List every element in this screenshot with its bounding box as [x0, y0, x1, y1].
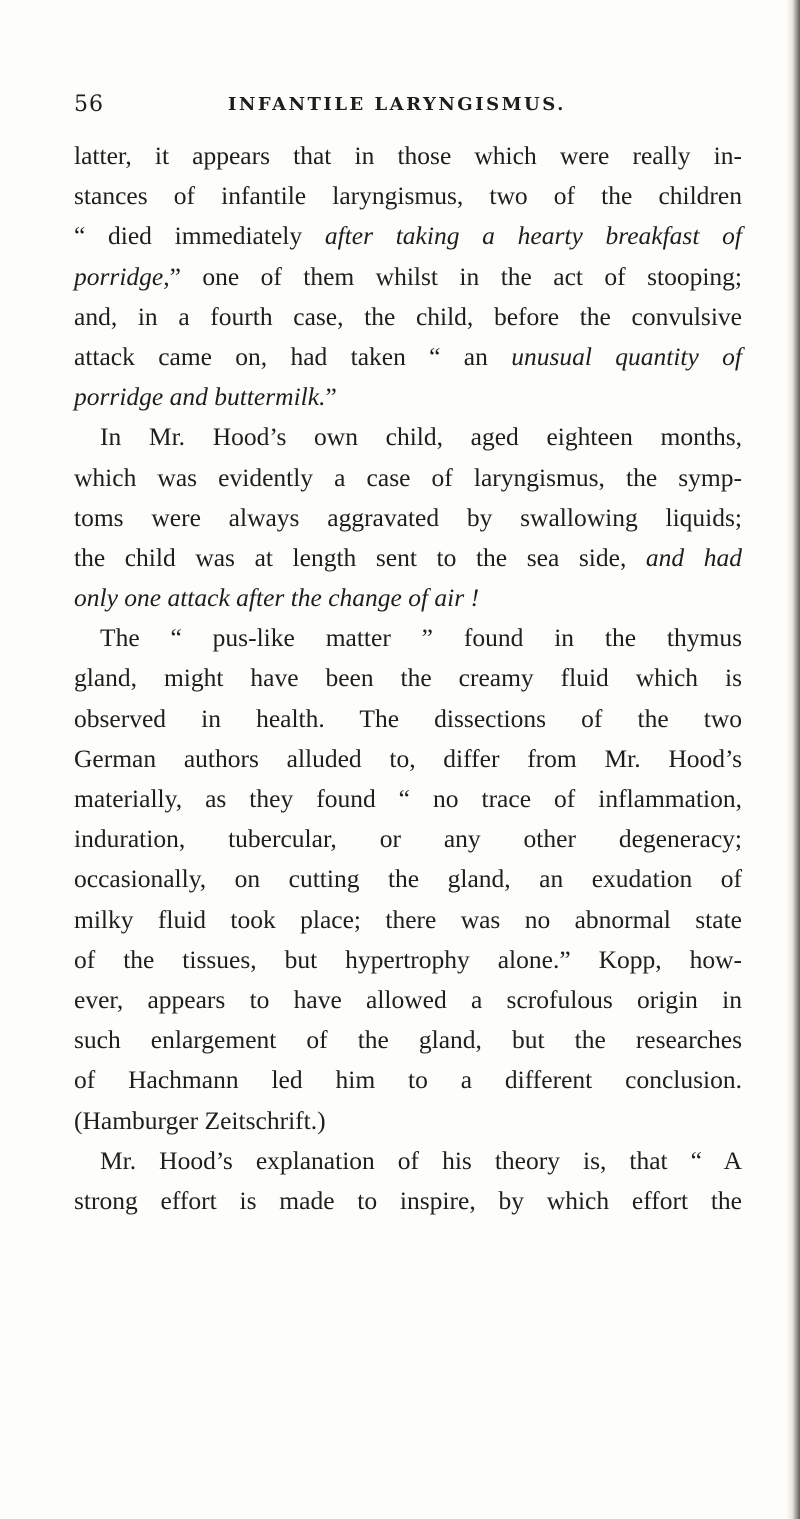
text-segment: attack came on, had taken “ an — [74, 341, 512, 371]
text-line — [74, 297, 742, 337]
text-line — [74, 337, 742, 377]
text-line — [74, 658, 742, 698]
text-segment: latter, it appears that in those which were really in- — [74, 141, 742, 170]
text-line — [74, 940, 742, 980]
text-line — [74, 819, 742, 859]
text-segment: ever, appears to have allowed a scrofulous origin in — [74, 984, 742, 1014]
text-segment: the child was at length sent to the sea side, — [74, 542, 646, 572]
text-line — [74, 498, 742, 538]
text-line — [74, 176, 742, 216]
running-head — [74, 92, 764, 122]
text-line — [74, 699, 742, 739]
text-segment: of the tissues, but hypertrophy alone.” Kopp, how- — [74, 944, 742, 974]
page-edge-shadow — [786, 0, 800, 1519]
body-text — [74, 136, 742, 1221]
text-segment: strong effort is made to inspire, by which effort the — [74, 1185, 742, 1215]
italic-text-segment: unusual quantity of — [511, 341, 742, 371]
text-segment: toms were always aggravated by swallowing liquids; — [74, 502, 742, 532]
text-segment: gland, might have been the creamy fluid which is — [74, 663, 742, 693]
text-segment: of Hachmann led him to a different conclusion. — [74, 1065, 742, 1095]
text-segment: The “ pus-like matter ” found in the thymus — [100, 623, 742, 653]
text-line — [74, 1020, 742, 1060]
text-segment: Mr. Hood’s explanation of his theory is, that “ A — [100, 1145, 742, 1175]
text-line — [74, 578, 742, 618]
text-line — [74, 1101, 742, 1141]
text-line — [74, 859, 742, 899]
italic-text-segment: porridge, — [74, 261, 170, 291]
text-segment: “ died immediately — [74, 221, 325, 251]
text-line — [74, 257, 742, 297]
text-segment: induration, tubercular, or any other degeneracy; — [74, 824, 742, 854]
text-segment: occasionally, on cutting the gland, an exudation of — [74, 864, 742, 894]
page-number: 56 — [74, 92, 104, 117]
italic-text-segment: porridge and buttermilk. — [74, 382, 326, 412]
text-line — [74, 618, 742, 658]
text-line — [74, 1181, 742, 1221]
text-segment: milky fluid took place; there was no abnormal state — [74, 904, 742, 934]
running-head-title: INFANTILE LARYNGISMUS. — [228, 94, 566, 115]
text-line — [74, 216, 742, 256]
text-segment: ” one of them whilst in the act of stooping; — [169, 261, 742, 291]
text-line — [74, 538, 742, 578]
text-segment: and, in a fourth case, the child, before the convulsive — [74, 301, 742, 331]
text-line — [74, 900, 742, 940]
italic-text-segment: and had — [645, 542, 743, 572]
text-segment: materially, as they found “ no trace of inflammation, — [74, 784, 742, 813]
text-line — [74, 980, 742, 1020]
text-segment: ” — [325, 382, 337, 412]
italic-text-segment: only one attack after the change of air ! — [74, 583, 480, 613]
text-line — [74, 136, 742, 176]
text-segment: German authors alluded to, differ from Mr. Hood’s — [74, 743, 742, 773]
text-line — [74, 1141, 742, 1181]
text-line — [74, 458, 742, 498]
text-line — [74, 377, 742, 417]
text-line — [74, 739, 742, 779]
text-segment: observed in health. The dissections of the two — [74, 703, 742, 733]
text-line — [74, 417, 742, 457]
text-segment: In Mr. Hood’s own child, aged eighteen months, — [100, 422, 742, 452]
text-line — [74, 1060, 742, 1100]
text-segment: which was evidently a case of laryngismus, the symp- — [74, 462, 742, 492]
text-segment: (Hamburger Zeitschrift.) — [74, 1105, 326, 1135]
text-segment: stances of infantile laryngismus, two of the children — [74, 181, 742, 211]
text-line — [74, 779, 742, 819]
text-segment: such enlargement of the gland, but the researches — [74, 1025, 742, 1055]
italic-text-segment: after taking a hearty breakfast of — [324, 221, 742, 251]
